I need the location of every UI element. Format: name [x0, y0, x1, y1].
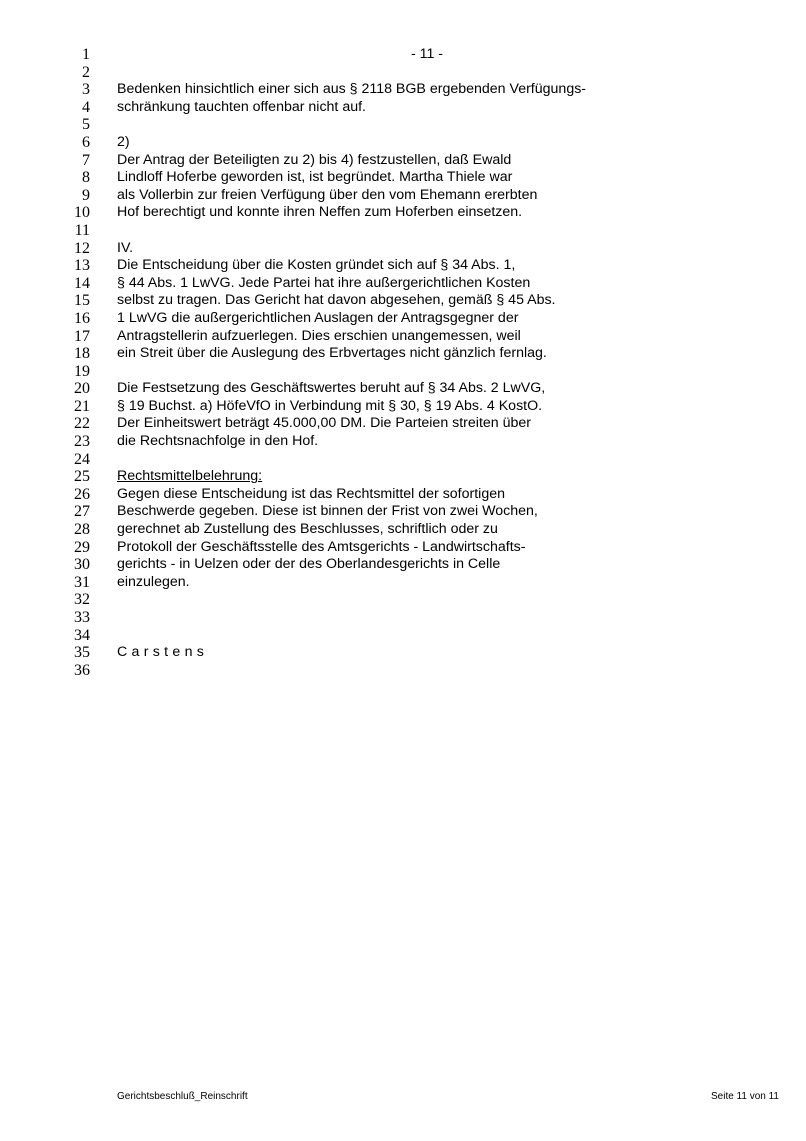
document-line [0, 644, 806, 662]
document-line [0, 662, 806, 680]
line-text: Gegen diese Entscheidung ist das Rechtsmittel der sofortigen [117, 485, 506, 502]
document-line [0, 574, 806, 592]
line-text: Lindloff Hoferbe geworden ist, ist begründet. Martha Thiele war [117, 169, 513, 186]
line-number: 33 [74, 609, 90, 626]
line-text: 1 LwVG die außergerichtlichen Auslagen der Antragsgegner der [117, 309, 519, 326]
line-number: 19 [74, 362, 90, 380]
document-line [0, 591, 806, 609]
document-line [0, 503, 806, 521]
line-number: 32 [74, 591, 90, 609]
document-line [0, 46, 806, 64]
document-line [0, 310, 806, 328]
line-number: 23 [74, 433, 90, 451]
line-number: 16 [74, 309, 90, 327]
line-text: Der Antrag der Beteiligten zu 2) bis 4) festzustellen, daß Ewald [117, 151, 512, 168]
line-number: 10 [74, 204, 90, 222]
line-number: 29 [74, 538, 90, 556]
line-text: gerechnet ab Zustellung des Beschlusses, schriftlich oder zu [117, 521, 498, 538]
document-line [0, 222, 806, 240]
line-number: 8 [82, 169, 90, 187]
line-number: 13 [74, 257, 90, 275]
line-text: Beschwerde gegeben. Diese ist binnen der Frist von zwei Wochen, [117, 503, 538, 520]
document-line [0, 521, 806, 539]
document-line [0, 292, 806, 310]
line-number: 5 [82, 116, 90, 134]
line-number: 18 [74, 345, 90, 363]
line-number: 11 [74, 221, 90, 239]
line-number: 1 [82, 46, 90, 63]
line-text: Der Einheitswert beträgt 45.000,00 DM. Die Parteien streiten über [117, 415, 532, 432]
document-line [0, 187, 806, 205]
footer-document-name: Gerichtsbeschluß_Reinschrift [117, 1091, 248, 1102]
line-number: 3 [82, 81, 90, 99]
line-number: 6 [82, 133, 90, 151]
section-heading: 2) [117, 133, 130, 150]
line-number: 15 [74, 292, 90, 310]
line-text: Die Entscheidung über die Kosten gründet sich auf § 34 Abs. 1, [117, 257, 516, 274]
line-number: 9 [82, 186, 90, 204]
line-number: 20 [74, 380, 90, 398]
line-number: 31 [74, 573, 90, 591]
line-number: 4 [82, 98, 90, 116]
document-line [0, 627, 806, 645]
document-line [0, 328, 806, 346]
line-number: 25 [74, 468, 90, 486]
document-line [0, 363, 806, 381]
line-number: 17 [74, 327, 90, 345]
document-line [0, 64, 806, 82]
line-number: 35 [74, 644, 90, 662]
line-text: die Rechtsnachfolge in den Hof. [117, 433, 319, 450]
document-line [0, 134, 806, 152]
line-number: 14 [74, 274, 90, 292]
footer-page-number: Seite 11 von 11 [710, 1091, 779, 1102]
line-number: 21 [74, 397, 90, 415]
line-number: 7 [82, 151, 90, 169]
document-line [0, 609, 806, 627]
document-line [0, 398, 806, 416]
page-header: - 11 - [410, 46, 444, 62]
document-line [0, 81, 806, 99]
document-line [0, 539, 806, 557]
line-number: 34 [74, 626, 90, 644]
signature-name: Carstens [117, 644, 209, 661]
document-line [0, 169, 806, 187]
line-number: 24 [74, 450, 90, 468]
document-line [0, 275, 806, 293]
line-number: 26 [74, 485, 90, 503]
line-text: Antragstellerin aufzuerlegen. Dies erschien unangemessen, weil [117, 327, 521, 344]
line-text: schränkung tauchten offenbar nicht auf. [117, 98, 366, 115]
line-numbered-body [0, 46, 806, 679]
rechtsmittelbelehrung-heading: Rechtsmittelbelehrung: [117, 468, 263, 485]
document-line [0, 116, 806, 134]
line-text: Bedenken hinsichtlich einer sich aus § 2118 BGB ergebenden Verfügungs- [117, 81, 587, 98]
line-text: § 44 Abs. 1 LwVG. Jede Partei hat ihre außergerichtlichen Kosten [117, 274, 531, 291]
line-number: 22 [74, 415, 90, 433]
document-line [0, 468, 806, 486]
line-text: Hof berechtigt und konnte ihren Neffen zum Hoferben einsetzen. [117, 204, 523, 221]
document-line [0, 257, 806, 275]
line-number: 36 [74, 661, 90, 679]
document-line [0, 556, 806, 574]
line-text: als Vollerbin zur freien Verfügung über den vom Ehemann ererbten [117, 186, 538, 203]
document-line [0, 99, 806, 117]
line-text: ein Streit über die Auslegung des Erbvertages nicht gänzlich fernlag. [117, 345, 547, 362]
document-line [0, 415, 806, 433]
line-text: selbst zu tragen. Das Gericht hat davon abgesehen, gemäß § 45 Abs. [117, 292, 556, 309]
document-line [0, 380, 806, 398]
line-text: gerichts - in Uelzen oder der des Oberlandesgerichts in Celle [117, 556, 501, 573]
line-text: einzulegen. [117, 573, 190, 590]
document-line [0, 433, 806, 451]
line-number: 27 [74, 503, 90, 521]
document-line [0, 345, 806, 363]
document-line [0, 486, 806, 504]
line-number: 30 [74, 556, 90, 574]
line-number: 2 [82, 63, 90, 81]
line-number: 12 [74, 239, 90, 257]
document-line [0, 451, 806, 469]
line-number: 28 [74, 521, 90, 539]
section-heading: IV. [117, 239, 134, 256]
line-text: Die Festsetzung des Geschäftswertes beruht auf § 34 Abs. 2 LwVG, [117, 380, 546, 397]
line-text: Protokoll der Geschäftsstelle des Amtsgerichts - Landwirtschafts- [117, 538, 526, 555]
document-line [0, 152, 806, 170]
document-line [0, 204, 806, 222]
line-text: § 19 Buchst. a) HöfeVfO in Verbindung mit § 30, § 19 Abs. 4 KostO. [117, 397, 543, 414]
document-line [0, 240, 806, 258]
